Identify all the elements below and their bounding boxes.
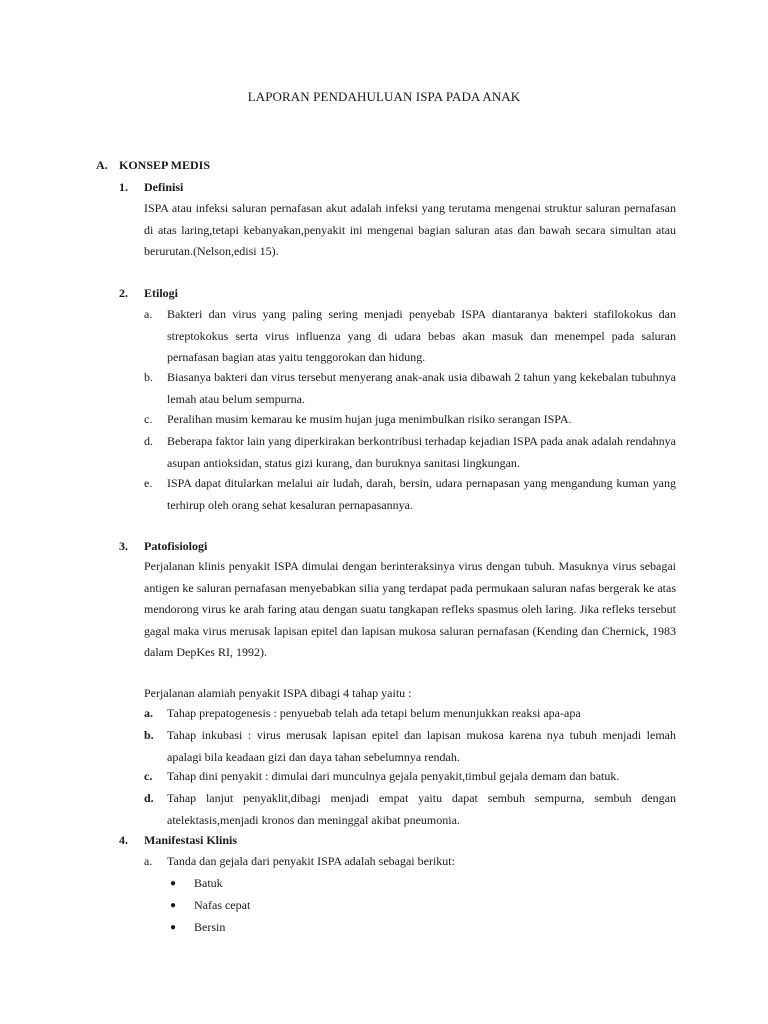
- etiologi-item-b: Biasanya bakteri dan virus tersebut menyerang anak-anak usia dibawah 2 tahun yang kekebalan tubuhnya lemah atau belum sempurna.: [167, 370, 676, 406]
- section-3-intro: Perjalanan alamiah penyakit ISPA dibagi 4 tahap yaitu :: [144, 686, 412, 700]
- bullet-icon: ●: [170, 878, 177, 889]
- etiologi-item-a: Bakteri dan virus yang paling sering menjadi penyebab ISPA diantaranya bakteri stafilokokus dan streptokokus serta virus influenza yang di udara bebas akan masuk dan menempel pada saluran pernafasan bagian atas yaitu tenggorokan dan hidung.: [167, 307, 676, 364]
- section-1-heading: Definisi: [144, 180, 184, 194]
- section-2-heading: Etilogi: [144, 286, 179, 300]
- section-3-number: 3.: [119, 539, 128, 553]
- symptom-item: Nafas cepat: [194, 898, 251, 912]
- tahap-marker-d: d.: [144, 791, 154, 805]
- section-2-number: 2.: [119, 286, 128, 300]
- section-4-number: 4.: [119, 833, 128, 847]
- etiologi-marker-e: e.: [144, 476, 153, 490]
- section-a-marker: A.: [96, 158, 108, 172]
- tahap-marker-b: b.: [144, 728, 154, 742]
- tahap-marker-a: a.: [144, 706, 153, 720]
- section-1-body: ISPA atau infeksi saluran pernafasan akut adalah infeksi yang terutama mengenai struktur saluran pernafasan di atas laring,tetapi kebanyakan,penyakit ini mengenai bagian saluran atas dan bawah secara simultan atau berurutan.(Nelson,edisi 15).: [144, 201, 676, 258]
- etiologi-marker-d: d.: [144, 434, 153, 448]
- etiologi-item-c: Peralihan musim kemarau ke musim hujan juga menimbulkan risiko serangan ISPA.: [167, 412, 572, 426]
- section-3-body: Perjalanan klinis penyakit ISPA dimulai dengan berinteraksinya virus dengan tubuh. Masuknya virus sebagai antigen ke saluran pernafasan menyebabkan silia yang terdapat pada permukaan saluran nafas bergerak ke atas mendorong virus ke arah faring atau dengan suatu tangkapan refleks spasmus oleh laring. Jika refleks tersebut gagal maka virus merusak lapisan epitel dan lapisan mukosa saluran pernafasan (Kending dan Chernick, 1983 dalam DepKes RI, 1992).: [144, 559, 676, 659]
- section-4-heading: Manifestasi Klinis: [144, 833, 238, 847]
- bullet-icon: ●: [170, 900, 177, 911]
- etiologi-marker-b: b.: [144, 370, 153, 384]
- document-title: LAPORAN PENDAHULUAN ISPA PADA ANAK: [247, 89, 521, 104]
- section-1-number: 1.: [119, 180, 128, 194]
- etiologi-marker-c: c.: [144, 412, 153, 426]
- tahap-item-a: Tahap prepatogenesis : penyuebab telah ada tetapi belum menunjukkan reaksi apa-apa: [167, 706, 581, 720]
- tahap-item-d: Tahap lanjut penyaklit,dibagi menjadi empat yaitu dapat sembuh sempurna, sembuh dengan atelektasis,menjadi kronos dan meninggal akibat pneumonia.: [167, 791, 676, 827]
- manifestasi-marker-a: a.: [144, 854, 153, 868]
- section-a-heading: KONSEP MEDIS: [119, 158, 211, 172]
- manifestasi-item-a: Tanda dan gejala dari penyakit ISPA adalah sebagai berikut:: [167, 854, 455, 868]
- tahap-item-b: Tahap inkubasi : virus merusak lapisan epitel dan lapisan mukosa karena nya tubuh menjadi lemah apalagi bila keadaan gizi dan daya tahan sebelumnya rendah.: [167, 728, 676, 764]
- tahap-marker-c: c.: [144, 769, 153, 783]
- etiologi-item-e: ISPA dapat ditularkan melalui air ludah, darah, bersin, udara pernapasan yang mengandung kuman yang terhirup oleh orang sehat kesaluran pernapasannya.: [167, 476, 676, 512]
- symptom-item: Batuk: [194, 876, 223, 890]
- section-3-heading: Patofisiologi: [144, 539, 208, 553]
- etiologi-marker-a: a.: [144, 307, 153, 321]
- symptom-item: Bersin: [194, 920, 226, 934]
- etiologi-item-d: Beberapa faktor lain yang diperkirakan berkontribusi terhadap kejadian ISPA pada anak adalah rendahnya asupan antioksidan, status gizi kurang, dan buruknya sanitasi lingkungan.: [167, 434, 676, 470]
- bullet-icon: ●: [170, 922, 177, 933]
- tahap-item-c: Tahap dini penyakit : dimulai dari munculnya gejala penyakit,timbul gejala demam dan batuk.: [167, 769, 620, 783]
